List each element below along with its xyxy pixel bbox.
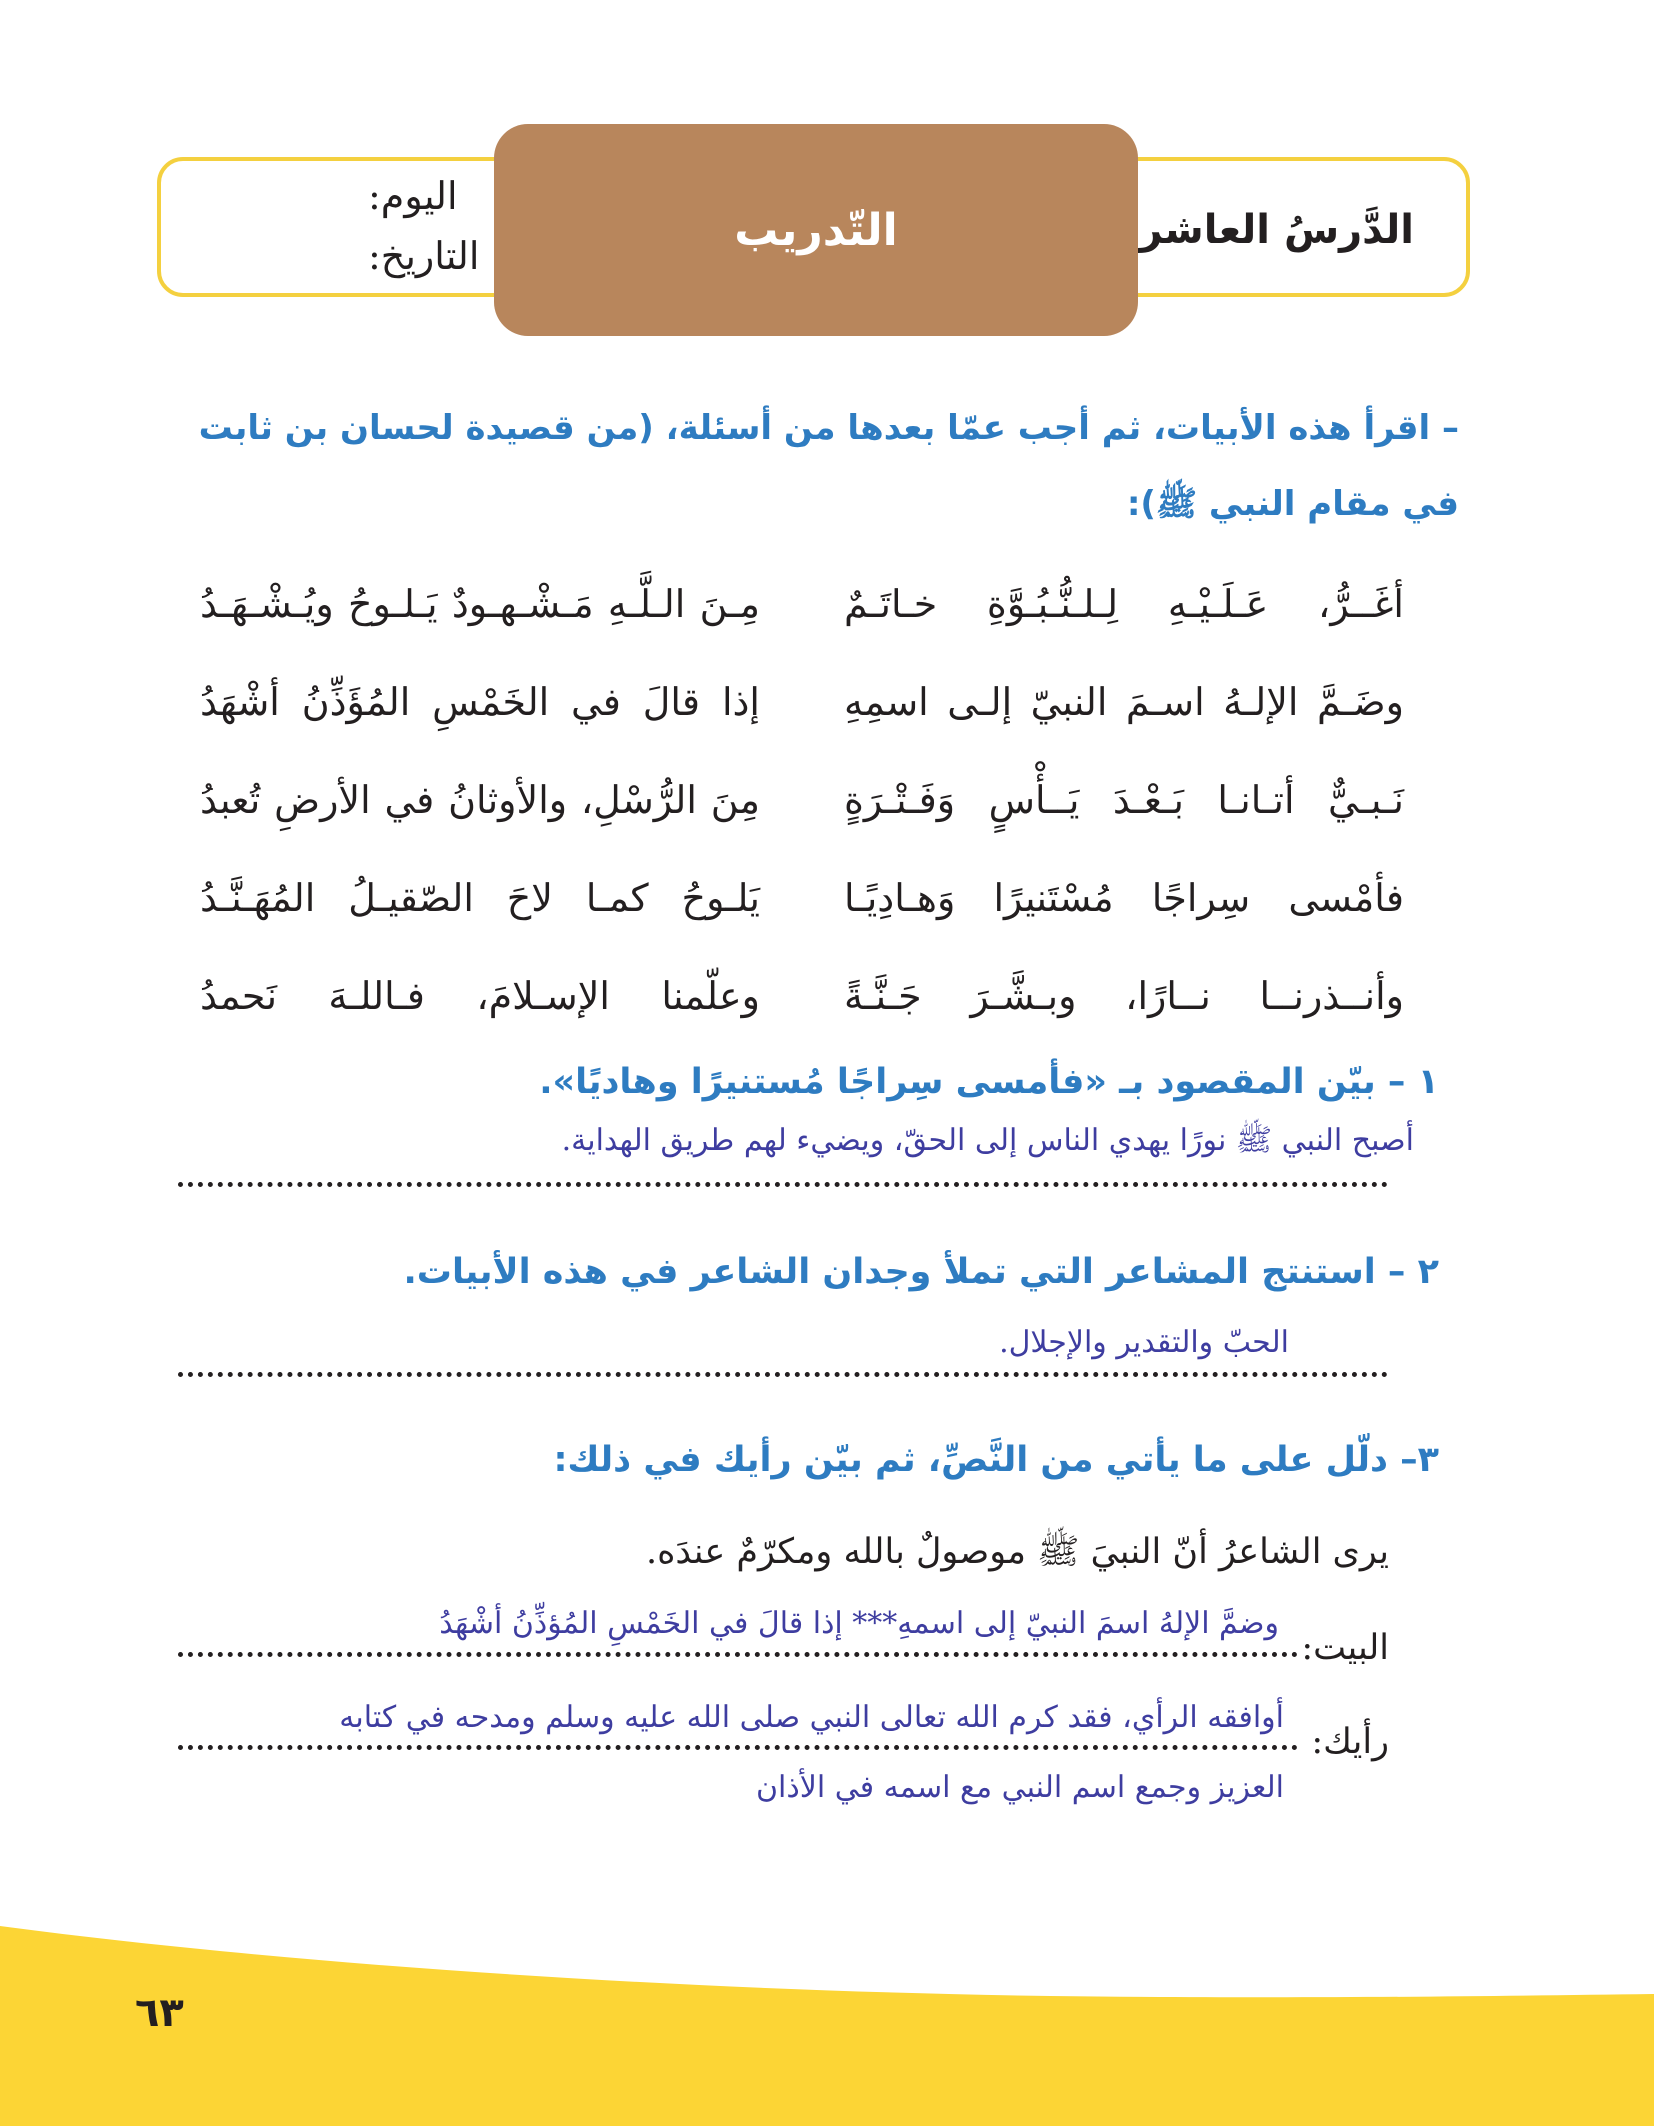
verse-field-label: البيت: bbox=[1301, 1628, 1389, 1668]
verse-second-half: إذا قالَ في الخَمْسِ المُؤَذِّنُ أشْهَدُ bbox=[200, 680, 760, 724]
instruction: – اقرأ هذه الأبيات، ثم أجب عمّا بعدها من أسئلة، (من قصيدة لحسان بن ثابت في مقام النبي ﷺ): bbox=[198, 408, 1459, 524]
verse-first-half: فأمْسى سِراجًا مُسْتَنيرًا وَهـادِيًـا bbox=[844, 876, 1404, 920]
answer-2-dotted-line bbox=[178, 1372, 1388, 1377]
poem bbox=[200, 555, 1404, 1045]
poem-verse bbox=[200, 751, 1404, 849]
verse-second-half: يَلـوحُ كمـا لاحَ الصّقيـلُ المُهَـنَّـدُ bbox=[200, 876, 760, 920]
opinion-answer-line-2: العزيز وجمع اسم النبي مع اسمه في الأذان bbox=[756, 1770, 1284, 1805]
answer-2: الحبّ والتقدير والإجلال. bbox=[999, 1325, 1289, 1360]
footer-wave bbox=[0, 1926, 1654, 2126]
question-2: ٢ – استنتج المشاعر التي تملأ وجدان الشاعر في هذه الأبيات. bbox=[403, 1252, 1439, 1292]
poem-verse bbox=[200, 653, 1404, 751]
poem-verse bbox=[200, 849, 1404, 947]
verse-second-half: مِـنَ الـلَّـهِ مَـشْـهـودٌ يَـلـوحُ ويُـشْـهَـدُ bbox=[200, 582, 760, 626]
question-3: ٣– دلّل على ما يأتي من النَّصِّ، ثم بيّن رأيك في ذلك: bbox=[553, 1440, 1439, 1480]
answer-1: أصبح النبي ﷺ نورًا يهدي الناس إلى الحقّ، ويضيء لهم طريق الهداية. bbox=[561, 1123, 1414, 1158]
verse-second-half: مِنَ الرُّسْلِ، والأوثانُ في الأرضِ تُعبدُ bbox=[200, 778, 760, 822]
training-title: التّدريب bbox=[734, 204, 898, 256]
poem-verse bbox=[200, 947, 1404, 1045]
verse-answer: وضمَّ الإلهُ اسمَ النبيّ إلى اسمهِ*** إذا قالَ في الخَمْسِ المُؤذِّنُ أشْهَدُ bbox=[439, 1606, 1279, 1641]
question-3-statement: يرى الشاعرُ أنّ النبيَ ﷺ موصولٌ بالله ومكرّمٌ عندَه. bbox=[645, 1532, 1389, 1572]
poem-verse bbox=[200, 555, 1404, 653]
opinion-dotted-line bbox=[178, 1745, 1298, 1750]
verse-second-half: وعلّمنا الإسـلامَ، فـاللـهَ نَحمدُ bbox=[200, 974, 760, 1018]
verse-first-half: أغَــرُّ، عَـلَـيْـهِ لِـلـنُّـبُـوَّةِ خـاتَـمٌ bbox=[844, 582, 1404, 626]
lesson-title: الدَّرسُ العاشر bbox=[1139, 207, 1414, 253]
question-1: ١ – بيّن المقصود بـ «فأمسى سِراجًا مُستنيرًا وهاديًا». bbox=[539, 1062, 1439, 1102]
opinion-field-label: رأيك: bbox=[1311, 1722, 1389, 1762]
verse-first-half: نَـبـيٌّ أتـانـا بَـعْـدَ يَــأْسٍ وَفَـتْـرَةٍ bbox=[844, 778, 1404, 822]
answer-1-dotted-line bbox=[178, 1182, 1388, 1187]
opinion-answer-line-1: أوافقه الرأي، فقد كرم الله تعالى النبي صلى الله عليه وسلم ومدحه في كتابه bbox=[339, 1700, 1284, 1735]
verse-first-half: وضَـمَّ الإلـهُ اسـمَ النبيّ إلـى اسمِهِ bbox=[844, 680, 1404, 724]
training-tab bbox=[494, 124, 1138, 336]
date-field-label: التاريخ: bbox=[368, 234, 480, 278]
page-number: ٦٣ bbox=[135, 1990, 184, 2036]
day-field-label: اليوم: bbox=[368, 174, 458, 218]
verse-first-half: وأنــذرنــا نــارًا، وبـشَّـرَ جَـنَّـةً bbox=[844, 974, 1404, 1018]
verse-dotted-line bbox=[178, 1652, 1298, 1657]
